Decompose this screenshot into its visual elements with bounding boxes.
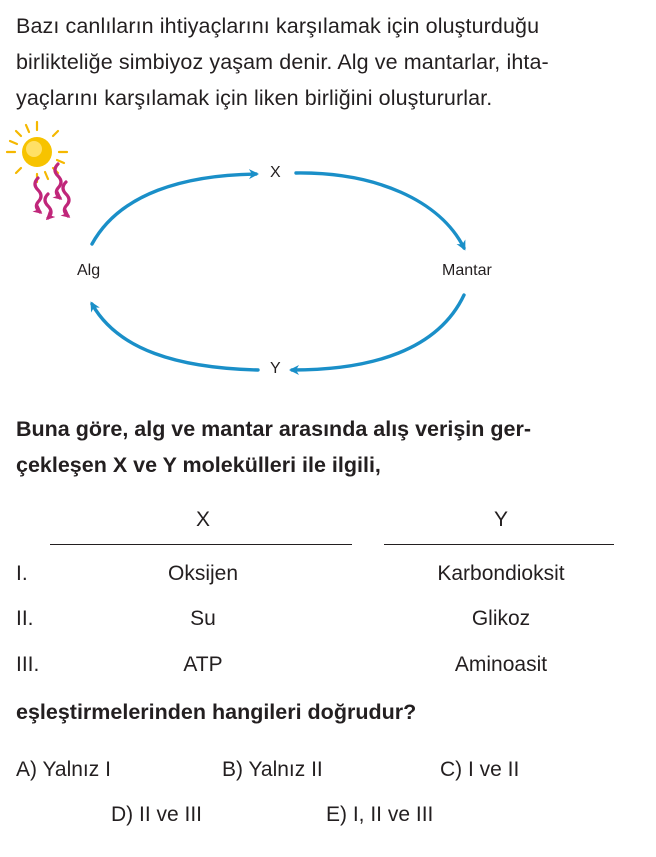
- row-x-value: Su: [190, 607, 216, 630]
- mantar-label: Mantar: [442, 262, 492, 279]
- arrow-y-to-alg: [92, 304, 258, 370]
- column-x-rule: [50, 544, 352, 545]
- column-header-y: Y: [493, 508, 508, 531]
- row-x-value: Oksijen: [167, 562, 239, 585]
- row-number: II.: [16, 607, 34, 630]
- y-label: Y: [270, 360, 281, 377]
- column-header-x: X: [195, 508, 210, 531]
- sun-icon: [7, 122, 67, 182]
- option-a[interactable]: A) Yalnız I: [16, 758, 111, 781]
- alg-label: Alg: [77, 262, 101, 279]
- row-y-value: Karbondioksit: [437, 562, 565, 585]
- row-y-value: Glikoz: [471, 607, 531, 630]
- option-d[interactable]: D) II ve III: [111, 803, 203, 826]
- question-stem: [16, 411, 642, 483]
- option-b[interactable]: B) Yalnız II: [222, 758, 323, 781]
- row-x-value: ATP: [183, 653, 223, 676]
- intro-line-3: yaçlarını karşılamak için liken birliğini oluştururlar.: [16, 86, 493, 110]
- arrow-alg-to-x: [92, 174, 256, 244]
- row-number: III.: [16, 653, 40, 676]
- row-number: I.: [16, 562, 28, 585]
- question-line-1: Buna göre, alg ve mantar arasında alış verişin ger-: [16, 417, 532, 441]
- lichen-cycle-diagram: [0, 118, 656, 388]
- intro-line-1: Bazı canlıların ihtiyaçlarını karşılamak için oluşturduğu: [16, 14, 540, 38]
- question-line-2: çekleşen X ve Y molekülleri ile ilgili,: [16, 453, 381, 477]
- arrow-mantar-to-y: [292, 295, 464, 370]
- column-y-rule: [384, 544, 614, 545]
- x-label: X: [270, 164, 281, 181]
- row-y-value: Aminoasit: [454, 653, 548, 676]
- question-prompt: eşleştirmelerinden hangileri doğrudur?: [16, 700, 417, 724]
- intro-paragraph: [16, 8, 642, 116]
- sunlight-rays-icon: [35, 164, 69, 218]
- option-c[interactable]: C) I ve II: [440, 758, 520, 781]
- arrow-x-to-mantar: [296, 173, 464, 248]
- intro-line-2: birlikteliğe simbiyoz yaşam denir. Alg ve mantarlar, ihta-: [16, 50, 549, 74]
- option-e[interactable]: E) I, II ve III: [326, 803, 434, 826]
